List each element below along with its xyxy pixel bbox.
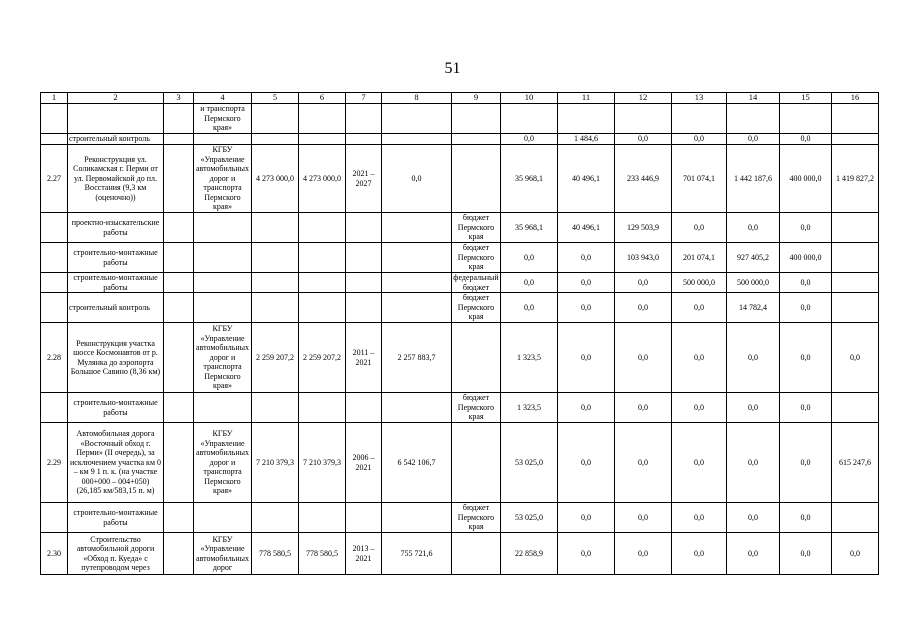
table-cell: 0,0: [780, 323, 832, 393]
column-number: 6: [299, 93, 346, 104]
table-cell: 0,0: [615, 273, 672, 293]
table-cell: [299, 293, 346, 323]
table-cell: 4 273 000,0: [252, 145, 299, 213]
table-cell: [164, 243, 194, 273]
table-cell: [672, 104, 727, 134]
table-cell: [164, 423, 194, 503]
table-cell: [832, 503, 879, 533]
table-cell: [68, 104, 164, 134]
table-cell: [252, 243, 299, 273]
table-cell: 0,0: [780, 503, 832, 533]
table-cell: [382, 134, 452, 145]
table-cell: [41, 243, 68, 273]
table-cell: [299, 243, 346, 273]
table-cell: 35 968,1: [501, 145, 558, 213]
table-cell: [194, 273, 252, 293]
table-cell: 53 025,0: [501, 503, 558, 533]
table-cell: [252, 393, 299, 423]
table-cell: 40 496,1: [558, 145, 615, 213]
table-cell: [346, 503, 382, 533]
table-cell: [299, 213, 346, 243]
table-cell: проектно-изыскательские работы: [68, 213, 164, 243]
table-cell: 0,0: [615, 503, 672, 533]
table-cell: и транспорта Пермского края»: [194, 104, 252, 134]
table-row: [41, 393, 879, 423]
table-cell: 129 503,9: [615, 213, 672, 243]
table-cell: Автомобильная дорога «Восточный обход г. Перми» (II очередь), за исключением участка км 0 – км 9 1 п. к. (на участке 000+000 – 004+050) (26,185 км/583,15 п. м): [68, 423, 164, 503]
table-cell: [452, 134, 501, 145]
table-cell: [558, 104, 615, 134]
table-cell: [299, 104, 346, 134]
table-cell: [194, 293, 252, 323]
table-cell: [41, 273, 68, 293]
table-cell: 0,0: [672, 293, 727, 323]
table-row: [41, 423, 879, 503]
table-cell: 2011 – 2021: [346, 323, 382, 393]
table-cell: [382, 293, 452, 323]
column-number: 3: [164, 93, 194, 104]
table-row: [41, 134, 879, 145]
table-cell: 0,0: [672, 503, 727, 533]
table-cell: [452, 323, 501, 393]
table-cell: Реконструкция ул. Соликамская г. Перми от ул. Первомайской до пл. Восстания (9,3 км (оценочно)): [68, 145, 164, 213]
table-cell: строительно-монтажные работы: [68, 503, 164, 533]
table-cell: 22 858,9: [501, 533, 558, 575]
table-cell: [346, 134, 382, 145]
table-cell: строительно-монтажные работы: [68, 273, 164, 293]
column-number: 8: [382, 93, 452, 104]
table-cell: 2013 – 2021: [346, 533, 382, 575]
table-cell: 0,0: [780, 134, 832, 145]
column-number: 13: [672, 93, 727, 104]
table-cell: [252, 293, 299, 323]
table-cell: [164, 134, 194, 145]
table-cell: КГБУ «Управление автомобильных дорог и транспорта Пермского края»: [194, 145, 252, 213]
table-cell: 0,0: [558, 243, 615, 273]
table-cell: 0,0: [501, 273, 558, 293]
table-cell: 0,0: [672, 134, 727, 145]
table-cell: 1 484,6: [558, 134, 615, 145]
table-cell: строительно-монтажные работы: [68, 393, 164, 423]
table-cell: 0,0: [672, 393, 727, 423]
table-cell: 0,0: [672, 213, 727, 243]
table-cell: 4 273 000,0: [299, 145, 346, 213]
table-cell: 0,0: [727, 503, 780, 533]
table-cell: 0,0: [558, 393, 615, 423]
table-cell: [41, 104, 68, 134]
table-cell: 0,0: [382, 145, 452, 213]
table-cell: [41, 134, 68, 145]
column-number: 4: [194, 93, 252, 104]
table-cell: [164, 273, 194, 293]
table-cell: [832, 104, 879, 134]
column-number: 14: [727, 93, 780, 104]
table-cell: 2.30: [41, 533, 68, 575]
table-cell: 500 000,0: [672, 273, 727, 293]
table-cell: 2 257 883,7: [382, 323, 452, 393]
column-number: 10: [501, 93, 558, 104]
table-cell: 0,0: [615, 533, 672, 575]
table-row: [41, 323, 879, 393]
page-number: 51: [444, 60, 461, 77]
table-cell: [164, 293, 194, 323]
table-cell: [299, 393, 346, 423]
table-cell: 0,0: [727, 423, 780, 503]
column-number: 11: [558, 93, 615, 104]
table-cell: 0,0: [672, 323, 727, 393]
table-cell: [346, 213, 382, 243]
table-cell: 0,0: [558, 503, 615, 533]
table-cell: 2 259 207,2: [252, 323, 299, 393]
table-cell: строительно-монтажные работы: [68, 243, 164, 273]
table-cell: 755 721,6: [382, 533, 452, 575]
table-cell: [164, 393, 194, 423]
table-cell: 0,0: [615, 323, 672, 393]
table-cell: 0,0: [558, 273, 615, 293]
table-row: [41, 145, 879, 213]
table-cell: 1 442 187,6: [727, 145, 780, 213]
table-cell: 701 074,1: [672, 145, 727, 213]
table-cell: [346, 104, 382, 134]
table-cell: 7 210 379,3: [252, 423, 299, 503]
table-row: [41, 533, 879, 575]
table-cell: [832, 213, 879, 243]
table-cell: 0,0: [832, 533, 879, 575]
table-cell: [501, 104, 558, 134]
table-row: [41, 243, 879, 273]
table-cell: [346, 243, 382, 273]
table-cell: 0,0: [780, 533, 832, 575]
table-cell: [382, 104, 452, 134]
table-cell: 927 405,2: [727, 243, 780, 273]
column-number: 7: [346, 93, 382, 104]
table-cell: [194, 503, 252, 533]
table-cell: 0,0: [672, 533, 727, 575]
table-cell: 0,0: [672, 423, 727, 503]
table-cell: 0,0: [727, 323, 780, 393]
table-cell: 1 323,5: [501, 393, 558, 423]
table-cell: [452, 145, 501, 213]
table-cell: [164, 533, 194, 575]
table-cell: КГБУ «Управление автомобильных дорог и транспорта Пермского края»: [194, 423, 252, 503]
table-cell: 0,0: [558, 323, 615, 393]
table-row: [41, 293, 879, 323]
table-cell: [194, 134, 252, 145]
table-cell: 1 323,5: [501, 323, 558, 393]
table-cell: КГБУ «Управление автомобильных дорог и транспорта Пермского края»: [194, 323, 252, 393]
table-cell: [194, 393, 252, 423]
table-cell: 0,0: [780, 293, 832, 323]
table-cell: [452, 104, 501, 134]
table-cell: [832, 393, 879, 423]
table-cell: [299, 134, 346, 145]
table-cell: [832, 293, 879, 323]
table-cell: [832, 273, 879, 293]
table-cell: [452, 423, 501, 503]
table-cell: Реконструкция участка шоссе Космонавтов от р. Мулянка до аэропорта Большое Савино (8,36 км): [68, 323, 164, 393]
table-cell: [832, 243, 879, 273]
table-cell: 35 968,1: [501, 213, 558, 243]
table-cell: [41, 213, 68, 243]
table-cell: [164, 145, 194, 213]
table-cell: 778 580,5: [252, 533, 299, 575]
table-cell: 0,0: [780, 273, 832, 293]
table-cell: [832, 134, 879, 145]
table-header-row: [41, 93, 879, 104]
table-cell: 2.29: [41, 423, 68, 503]
table-cell: [194, 243, 252, 273]
table-cell: Строительство автомобильной дороги «Обход п. Куеда» с путепроводом через: [68, 533, 164, 575]
table-cell: 615 247,6: [832, 423, 879, 503]
table-cell: строительный контроль: [68, 293, 164, 323]
table-cell: [164, 104, 194, 134]
table-cell: 2 259 207,2: [299, 323, 346, 393]
table-cell: 400 000,0: [780, 145, 832, 213]
table-cell: 6 542 106,7: [382, 423, 452, 503]
table-row: [41, 273, 879, 293]
column-number: 15: [780, 93, 832, 104]
table-cell: 0,0: [780, 423, 832, 503]
table-cell: [727, 104, 780, 134]
column-number: 12: [615, 93, 672, 104]
table-cell: 778 580,5: [299, 533, 346, 575]
table-cell: [615, 104, 672, 134]
table-row: [41, 503, 879, 533]
table-cell: 2.27: [41, 145, 68, 213]
table-cell: 0,0: [832, 323, 879, 393]
table-cell: 0,0: [780, 213, 832, 243]
table-cell: [252, 273, 299, 293]
table-cell: [252, 503, 299, 533]
table-cell: [382, 393, 452, 423]
table-cell: [41, 393, 68, 423]
table-cell: 40 496,1: [558, 213, 615, 243]
table-cell: [299, 273, 346, 293]
table-cell: [194, 213, 252, 243]
table-cell: [252, 104, 299, 134]
table-cell: [41, 293, 68, 323]
table-cell: бюджет Пермского края: [452, 393, 501, 423]
column-number: 9: [452, 93, 501, 104]
table-cell: 0,0: [727, 393, 780, 423]
table-cell: 0,0: [615, 393, 672, 423]
table-cell: бюджет Пермского края: [452, 243, 501, 273]
table-cell: 233 446,9: [615, 145, 672, 213]
table-cell: 400 000,0: [780, 243, 832, 273]
table-cell: бюджет Пермского края: [452, 213, 501, 243]
table-cell: [41, 503, 68, 533]
table-cell: 0,0: [501, 293, 558, 323]
table-cell: 7 210 379,3: [299, 423, 346, 503]
table-cell: строительный контроль: [68, 134, 164, 145]
table-cell: 2021 – 2027: [346, 145, 382, 213]
table-cell: 0,0: [727, 134, 780, 145]
column-number: 16: [832, 93, 879, 104]
table-cell: бюджет Пермского края: [452, 503, 501, 533]
table-cell: [346, 293, 382, 323]
budget-table: [40, 92, 879, 575]
table-cell: [299, 503, 346, 533]
table-cell: 2.28: [41, 323, 68, 393]
table-cell: [346, 393, 382, 423]
table-cell: 0,0: [501, 243, 558, 273]
table-cell: 103 943,0: [615, 243, 672, 273]
table-cell: 0,0: [558, 293, 615, 323]
table-cell: [382, 213, 452, 243]
table-row: [41, 213, 879, 243]
table-cell: 0,0: [558, 423, 615, 503]
column-number: 1: [41, 93, 68, 104]
table-cell: 53 025,0: [501, 423, 558, 503]
table-cell: 0,0: [615, 423, 672, 503]
table-cell: 0,0: [615, 134, 672, 145]
table-cell: 201 074,1: [672, 243, 727, 273]
table-cell: [382, 503, 452, 533]
table-cell: [452, 533, 501, 575]
table-cell: 0,0: [558, 533, 615, 575]
table-cell: 2006 – 2021: [346, 423, 382, 503]
table-cell: 0,0: [780, 393, 832, 423]
table-cell: 0,0: [727, 533, 780, 575]
table-cell: КГБУ «Управление автомобильных дорог: [194, 533, 252, 575]
table-cell: [382, 243, 452, 273]
table-cell: [346, 273, 382, 293]
table-cell: [164, 323, 194, 393]
table-cell: [382, 273, 452, 293]
column-number: 5: [252, 93, 299, 104]
table-row: [41, 104, 879, 134]
table-cell: [780, 104, 832, 134]
table-cell: 500 000,0: [727, 273, 780, 293]
table-cell: 0,0: [501, 134, 558, 145]
column-number: 2: [68, 93, 164, 104]
table-cell: бюджет Пермского края: [452, 293, 501, 323]
table-cell: 14 782,4: [727, 293, 780, 323]
table-cell: 0,0: [727, 213, 780, 243]
table-cell: [164, 503, 194, 533]
table-cell: [252, 134, 299, 145]
table-cell: 1 419 827,2: [832, 145, 879, 213]
table-cell: федеральный бюджет: [453, 273, 499, 292]
table-cell: 0,0: [615, 293, 672, 323]
table-cell: [164, 213, 194, 243]
table-cell: [252, 213, 299, 243]
